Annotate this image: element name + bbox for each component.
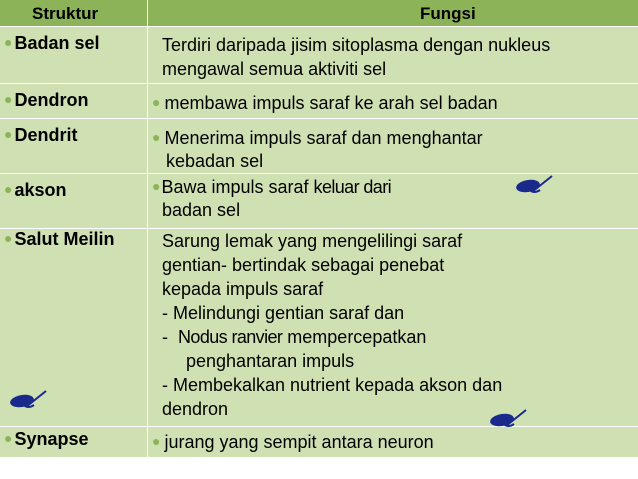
bullet-icon: ●	[152, 94, 161, 110]
row-value-line: dendron	[162, 399, 229, 419]
bullet-icon: ●	[152, 178, 161, 194]
pen-scribble-icon	[4, 385, 54, 417]
row-key: ● Synapse	[4, 429, 89, 449]
row-key: ● Badan sel	[4, 33, 100, 53]
header-row	[0, 0, 638, 26]
pen-scribble-icon	[510, 172, 560, 204]
row-value-line: - Nodus ranvier mempercepatkan	[162, 327, 427, 347]
bullet-icon: ●	[4, 126, 13, 142]
bullet-icon: ●	[152, 129, 161, 145]
bullet-icon: ●	[4, 34, 13, 50]
row-value-line: - Melindungi gentian saraf dan	[162, 303, 405, 323]
row-key: ● akson	[4, 180, 67, 200]
row-value-line: ● jurang yang sempit antara neuron	[152, 432, 434, 452]
bullet-icon: ●	[152, 433, 161, 449]
row-value-line: mengawal semua aktiviti sel	[162, 59, 387, 79]
pen-scribble-icon	[484, 404, 534, 436]
bullet-icon: ●	[4, 230, 13, 246]
bullet-icon: ●	[4, 91, 13, 107]
row-value-line: badan sel	[162, 200, 241, 220]
header-cell-fungsi	[148, 0, 638, 26]
row-value-line: ● membawa impuls saraf ke arah sel badan	[152, 93, 498, 113]
bullet-icon: ●	[4, 181, 13, 197]
bullet-icon: ●	[4, 430, 13, 446]
table-row	[0, 27, 638, 83]
row-key: ● Salut Meilin	[4, 229, 115, 249]
row-value-line: ●Bawa impuls saraf keluar dari	[152, 177, 391, 197]
row-value-line: kebadan sel	[166, 151, 264, 171]
row-value-line: - Membekalkan nutrient kepada akson dan	[162, 375, 503, 395]
row-value-line: Terdiri daripada jisim sitoplasma dengan nukleus	[162, 35, 551, 55]
row-value-line: gentian- bertindak sebagai penebat	[162, 255, 445, 275]
table-row	[0, 427, 638, 457]
table-row	[0, 229, 638, 426]
row-value-line: penghantaran impuls	[186, 351, 355, 371]
header-cell-struktur	[0, 0, 147, 26]
row-key: ● Dendrit	[4, 125, 78, 145]
row-key: ● Dendron	[4, 90, 89, 110]
row-value-line: Sarung lemak yang mengelilingi saraf	[162, 231, 463, 251]
row-value-line: ● Menerima impuls saraf dan menghantar	[152, 128, 483, 148]
header-fungsi: Fungsi	[420, 4, 476, 23]
header-struktur: Struktur	[32, 4, 99, 23]
row-value-line: kepada impuls saraf	[162, 279, 324, 299]
table-row	[0, 119, 638, 173]
table-row	[0, 84, 638, 118]
